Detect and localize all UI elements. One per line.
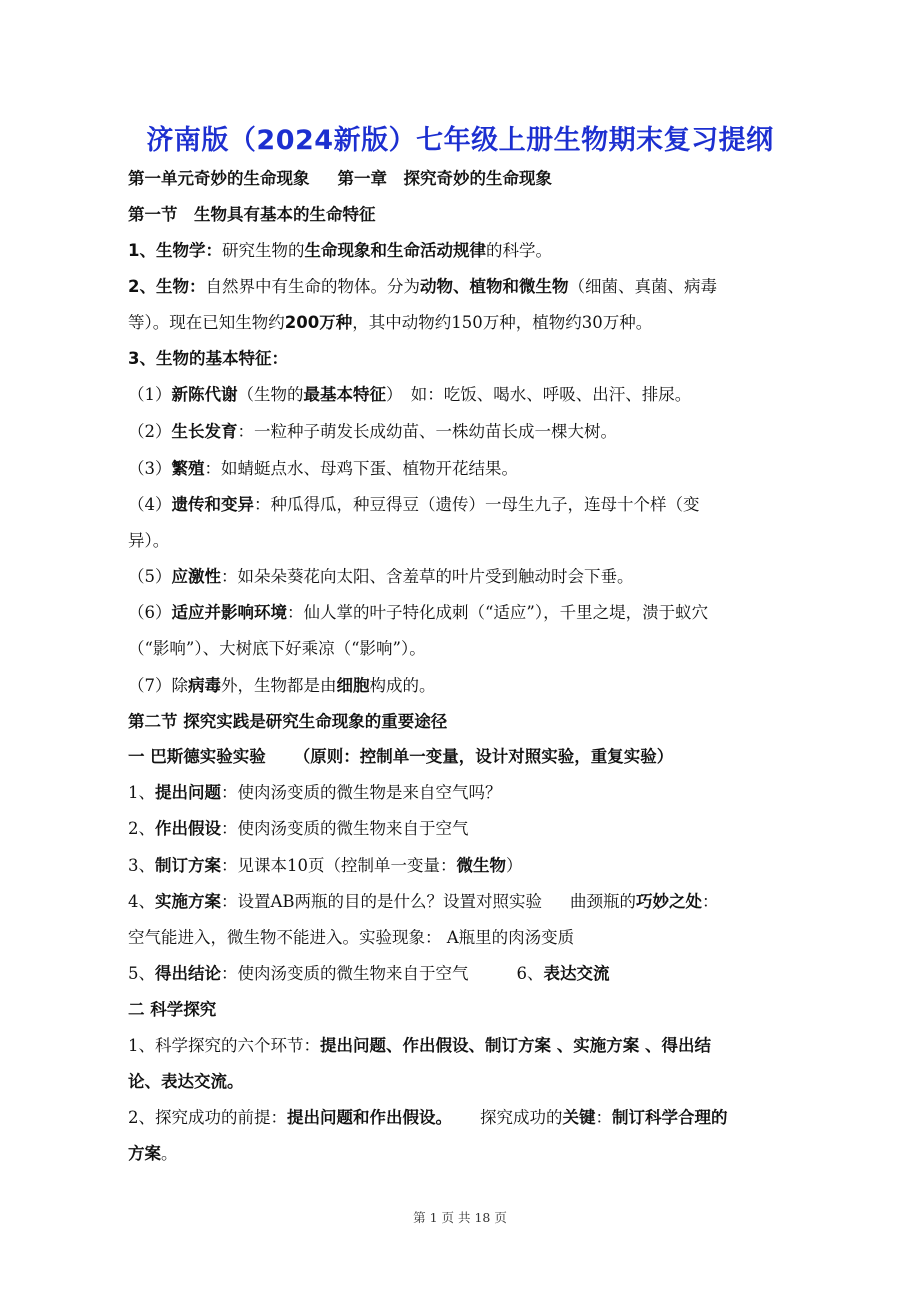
step-item: 2、作出假设：使肉汤变质的微生物来自于空气 (128, 819, 469, 838)
feature-item: （1）新陈代谢（生物的最基本特征） 如：吃饭、喝水、呼吸、出汗、排尿。 (128, 385, 692, 404)
feature-item: （7）除病毒外，生物都是由细胞构成的。 (128, 676, 436, 695)
section-heading: 第一节 生物具有基本的生命特征 (128, 205, 376, 224)
feature-item: （5）应激性：如朵朵葵花向太阳、含羞草的叶片受到触动时会下垂。 (128, 567, 634, 586)
unit-header (128, 168, 552, 190)
feature-continuation: （“影响”）、大树底下好乘凉（“影响”）。 (128, 639, 426, 658)
paragraph-item: 2、探究成功的前提：提出问题和作出假设。 探究成功的关键：制订科学合理的 (128, 1108, 728, 1127)
page-footer: 第 1 页 共 18 页 (413, 1210, 507, 1225)
step-item: 4、实施方案：设置AB两瓶的目的是什么？设置对照实验 曲颈瓶的巧妙之处： (128, 892, 719, 911)
chapter-title: 第一章 探究奇妙的生命现象 (337, 169, 552, 188)
paragraph-item: 1、生物学：研究生物的生命现象和生命活动规律的科学。 (128, 241, 552, 260)
subheading: 3、生物的基本特征： (128, 349, 288, 368)
feature-item: （2）生长发育：一粒种子萌发长成幼苗、一株幼苗长成一棵大树。 (128, 422, 617, 441)
feature-continuation: 异）。 (128, 531, 170, 550)
paragraph-continuation: 方案。 (128, 1144, 178, 1163)
subheading: 一 巴斯德实验实验 （原则：控制单一变量，设计对照实验，重复实验） (128, 747, 674, 766)
step-continuation: 空气能进入，微生物不能进入。实验现象： A瓶里的肉汤变质 (128, 928, 575, 947)
step-item: 3、制订方案：见课本10页（控制单一变量：微生物） (128, 856, 523, 875)
subheading: 二 科学探究 (128, 1000, 217, 1019)
feature-item: （3）繁殖：如蜻蜓点水、母鸡下蛋、植物开花结果。 (128, 459, 518, 478)
paragraph-continuation: 等）。现在已知生物约200万种，其中动物约150万种，植物约30万种。 (128, 313, 653, 332)
document-title: 济南版（2024新版）七年级上册生物期末复习提纲 (146, 125, 774, 156)
section-heading: 第二节 探究实践是研究生命现象的重要途径 (128, 712, 448, 731)
step-item: 1、提出问题：使肉汤变质的微生物是来自空气吗？ (128, 783, 502, 802)
paragraph-continuation: 论、表达交流。 (128, 1072, 244, 1091)
feature-item: （6）适应并影响环境：仙人掌的叶子特化成刺（“适应”），千里之堤，溃于蚁穴 (128, 603, 709, 622)
paragraph-item: 1、科学探究的六个环节：提出问题、作出假设、制订方案 、实施方案 、得出结 (128, 1036, 711, 1055)
feature-item: （4）遗传和变异：种瓜得瓜，种豆得豆（遗传）一母生九子，连母十个样（变 (128, 495, 700, 514)
paragraph-item: 2、生物：自然界中有生命的物体。分为动物、植物和微生物（细菌、真菌、病毒 (128, 277, 717, 296)
unit-title: 第一单元奇妙的生命现象 (128, 169, 310, 188)
step-item: 5、得出结论：使肉汤变质的微生物来自于空气 6、表达交流 (128, 964, 610, 983)
